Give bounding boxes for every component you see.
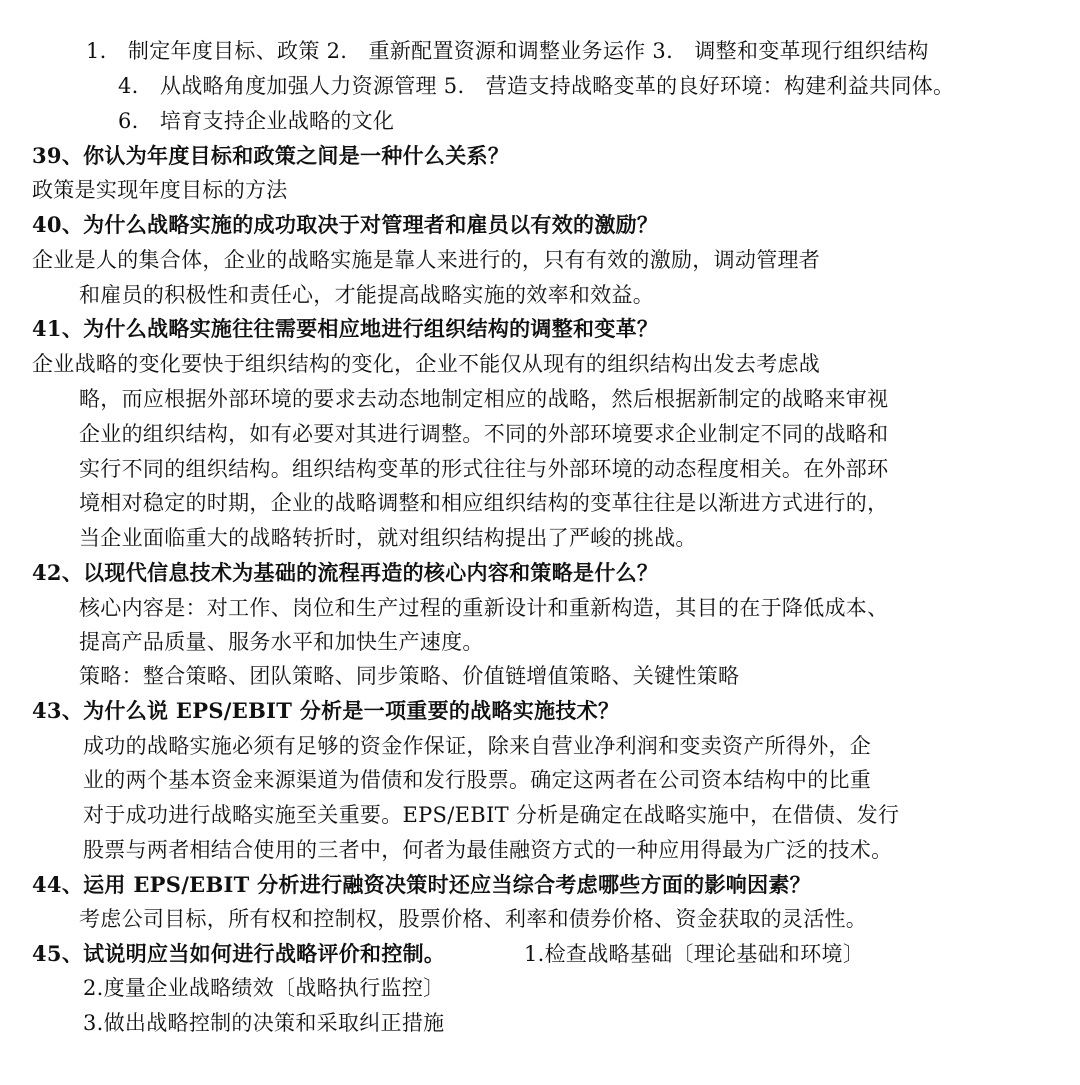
question-39: 39、你认为年度目标和政策之间是一种什么关系？: [32, 143, 510, 168]
answer-45-line-2: 2.度量企业战略绩效〔战略执行监控〕: [83, 976, 445, 1000]
answer-41-line-2: 略，而应根据外部环境的要求去动态地制定相应的战略，然后根据新制定的战略来审视: [79, 387, 889, 411]
answer-44-line-1: 考虑公司目标，所有权和控制权，股票价格、利率和债券价格、资金获取的灵活性。: [79, 907, 868, 931]
question-43: 43、为什么说 EPS/EBIT 分析是一项重要的战略实施技术？: [32, 698, 620, 723]
question-45: 45、试说明应当如何进行战略评价和控制。: [32, 941, 446, 966]
intro-list-line-3: 6. 培育支持企业战略的文化: [118, 109, 395, 133]
answer-41-line-4: 实行不同的组织结构。组织结构变革的形式往往与外部环境的动态程度相关。在外部环: [79, 457, 889, 481]
answer-42-line-1: 核心内容是：对工作、岗位和生产过程的重新设计和重新构造，其目的在于降低成本、: [79, 596, 889, 620]
answer-42-line-3: 策略：整合策略、团队策略、同步策略、价值链增值策略、关键性策略: [79, 664, 740, 688]
answer-39-line-1: 政策是实现年度目标的方法: [32, 178, 288, 202]
answer-43-line-3: 对于成功进行战略实施至关重要。EPS/EBIT 分析是确定在战略实施中，在借债、发行: [83, 803, 900, 827]
answer-43-line-4: 股票与两者相结合使用的三者中，何者为最佳融资方式的一种应用得最为广泛的技术。: [83, 838, 893, 862]
answer-43-line-1: 成功的战略实施必须有足够的资金作保证，除来自营业净利润和变卖资产所得外，企: [83, 734, 872, 758]
answer-40-line-1: 企业是人的集合体，企业的战略实施是靠人来进行的，只有有效的激励，调动管理者: [32, 248, 821, 272]
question-44: 44、运用 EPS/EBIT 分析进行融资决策时还应当综合考虑哪些方面的影响因素？: [32, 872, 811, 897]
answer-45-inline: 1.检查战略基础〔理论基础和环境〕: [524, 942, 865, 966]
answer-43-line-2: 业的两个基本资金来源渠道为借债和发行股票。确定这两者在公司资本结构中的比重: [83, 768, 872, 792]
intro-list-line-1: 1. 制定年度目标、政策 2. 重新配置资源和调整业务运作 3. 调整和变革现行组织结构: [86, 39, 929, 63]
question-40: 40、为什么战略实施的成功取决于对管理者和雇员以有效的激励？: [32, 212, 659, 237]
answer-41-line-5: 境相对稳定的时期，企业的战略调整和相应组织结构的变革往往是以渐进方式进行的，: [79, 491, 889, 515]
answer-41-line-1: 企业战略的变化要快于组织结构的变化，企业不能仅从现有的组织结构出发去考虑战: [32, 352, 821, 376]
intro-list-line-2: 4. 从战略角度加强人力资源管理 5. 营造支持战略变革的良好环境：构建利益共同体。: [118, 74, 955, 98]
answer-42-line-2: 提高产品质量、服务水平和加快生产速度。: [79, 630, 484, 654]
answer-45-line-3: 3.做出战略控制的决策和采取纠正措施: [83, 1011, 445, 1035]
question-41: 41、为什么战略实施往往需要相应地进行组织结构的调整和变革？: [32, 316, 659, 341]
answer-41-line-6: 当企业面临重大的战略转折时，就对组织结构提出了严峻的挑战。: [79, 526, 697, 550]
question-42: 42、以现代信息技术为基础的流程再造的核心内容和策略是什么？: [32, 560, 659, 585]
answer-40-line-2: 和雇员的积极性和责任心，才能提高战略实施的效率和效益。: [79, 283, 655, 307]
answer-41-line-3: 企业的组织结构，如有必要对其进行调整。不同的外部环境要求企业制定不同的战略和: [79, 422, 889, 446]
